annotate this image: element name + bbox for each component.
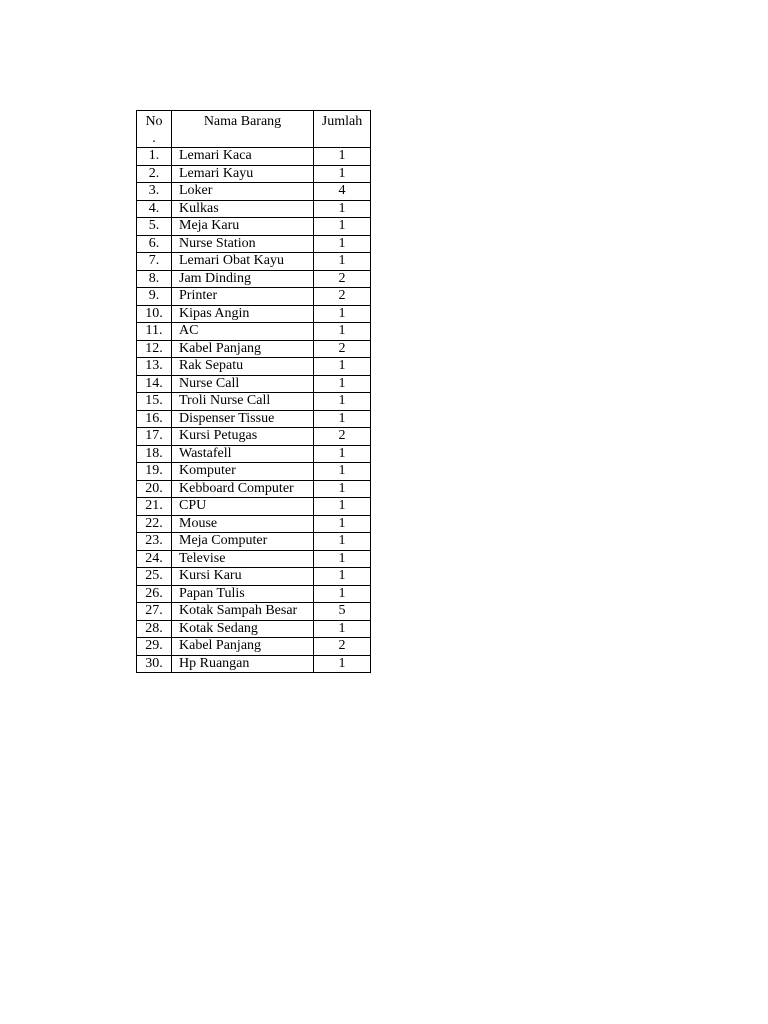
cell-no: 23. bbox=[137, 533, 172, 551]
cell-no: 6. bbox=[137, 235, 172, 253]
table-row bbox=[137, 148, 371, 166]
table-row bbox=[137, 358, 371, 376]
table-row bbox=[137, 410, 371, 428]
cell-qty: 2 bbox=[314, 428, 371, 446]
cell-qty: 4 bbox=[314, 183, 371, 201]
cell-name: Komputer bbox=[172, 463, 314, 481]
table-row bbox=[137, 638, 371, 656]
table-row bbox=[137, 253, 371, 271]
table-row bbox=[137, 183, 371, 201]
table-row bbox=[137, 655, 371, 673]
cell-no: 7. bbox=[137, 253, 172, 271]
table-row bbox=[137, 585, 371, 603]
cell-qty: 1 bbox=[314, 620, 371, 638]
cell-name: Kebboard Computer bbox=[172, 480, 314, 498]
cell-qty: 1 bbox=[314, 445, 371, 463]
cell-qty: 1 bbox=[314, 550, 371, 568]
cell-name: Nurse Call bbox=[172, 375, 314, 393]
table-row bbox=[137, 445, 371, 463]
cell-no: 30. bbox=[137, 655, 172, 673]
table-row bbox=[137, 235, 371, 253]
table-row bbox=[137, 305, 371, 323]
cell-name: Dispenser Tissue bbox=[172, 410, 314, 428]
table-row bbox=[137, 288, 371, 306]
inventory-table bbox=[136, 110, 371, 673]
cell-name: Lemari Kayu bbox=[172, 165, 314, 183]
table-row bbox=[137, 340, 371, 358]
cell-no: 16. bbox=[137, 410, 172, 428]
cell-name: Meja Karu bbox=[172, 218, 314, 236]
cell-no: 11. bbox=[137, 323, 172, 341]
cell-qty: 1 bbox=[314, 463, 371, 481]
cell-qty: 1 bbox=[314, 498, 371, 516]
cell-no: 14. bbox=[137, 375, 172, 393]
cell-no: 27. bbox=[137, 603, 172, 621]
cell-no: 15. bbox=[137, 393, 172, 411]
table-row bbox=[137, 428, 371, 446]
cell-name: CPU bbox=[172, 498, 314, 516]
cell-no: 1. bbox=[137, 148, 172, 166]
cell-qty: 2 bbox=[314, 270, 371, 288]
cell-no: 19. bbox=[137, 463, 172, 481]
cell-no: 4. bbox=[137, 200, 172, 218]
cell-name: Kursi Karu bbox=[172, 568, 314, 586]
cell-name: Papan Tulis bbox=[172, 585, 314, 603]
cell-qty: 1 bbox=[314, 515, 371, 533]
cell-qty: 1 bbox=[314, 375, 371, 393]
table-row bbox=[137, 620, 371, 638]
cell-qty: 1 bbox=[314, 235, 371, 253]
cell-no: 24. bbox=[137, 550, 172, 568]
cell-qty: 1 bbox=[314, 533, 371, 551]
cell-name: Mouse bbox=[172, 515, 314, 533]
cell-qty: 1 bbox=[314, 305, 371, 323]
cell-qty: 1 bbox=[314, 200, 371, 218]
cell-qty: 1 bbox=[314, 585, 371, 603]
cell-qty: 1 bbox=[314, 655, 371, 673]
cell-no: 25. bbox=[137, 568, 172, 586]
cell-qty: 1 bbox=[314, 323, 371, 341]
table-row bbox=[137, 568, 371, 586]
cell-no: 12. bbox=[137, 340, 172, 358]
cell-no: 10. bbox=[137, 305, 172, 323]
cell-name: Printer bbox=[172, 288, 314, 306]
header-no-label: No bbox=[145, 114, 163, 129]
cell-qty: 1 bbox=[314, 253, 371, 271]
cell-name: Kipas Angin bbox=[172, 305, 314, 323]
header-no-dot: . bbox=[152, 131, 156, 146]
table-body bbox=[137, 148, 371, 673]
header-row bbox=[137, 111, 371, 148]
header-name: Nama Barang bbox=[172, 111, 314, 148]
cell-name: Lemari Kaca bbox=[172, 148, 314, 166]
cell-no: 20. bbox=[137, 480, 172, 498]
cell-name: Loker bbox=[172, 183, 314, 201]
cell-no: 29. bbox=[137, 638, 172, 656]
table-row bbox=[137, 200, 371, 218]
table-row bbox=[137, 218, 371, 236]
header-no bbox=[137, 111, 172, 148]
cell-name: Jam Dinding bbox=[172, 270, 314, 288]
cell-name: Kotak Sedang bbox=[172, 620, 314, 638]
table-row bbox=[137, 323, 371, 341]
cell-no: 3. bbox=[137, 183, 172, 201]
cell-name: Rak Sepatu bbox=[172, 358, 314, 376]
table-row bbox=[137, 603, 371, 621]
table-row bbox=[137, 375, 371, 393]
cell-qty: 2 bbox=[314, 638, 371, 656]
cell-no: 26. bbox=[137, 585, 172, 603]
cell-name: Televise bbox=[172, 550, 314, 568]
cell-name: Hp Ruangan bbox=[172, 655, 314, 673]
cell-qty: 1 bbox=[314, 568, 371, 586]
header-qty: Jumlah bbox=[314, 111, 371, 148]
cell-qty: 1 bbox=[314, 410, 371, 428]
table-row bbox=[137, 270, 371, 288]
cell-qty: 1 bbox=[314, 218, 371, 236]
cell-no: 17. bbox=[137, 428, 172, 446]
cell-no: 28. bbox=[137, 620, 172, 638]
cell-name: Kursi Petugas bbox=[172, 428, 314, 446]
cell-name: Troli Nurse Call bbox=[172, 393, 314, 411]
cell-no: 5. bbox=[137, 218, 172, 236]
cell-no: 8. bbox=[137, 270, 172, 288]
table-row bbox=[137, 463, 371, 481]
table-row bbox=[137, 550, 371, 568]
cell-no: 9. bbox=[137, 288, 172, 306]
cell-name: Meja Computer bbox=[172, 533, 314, 551]
cell-qty: 1 bbox=[314, 165, 371, 183]
cell-name: Kulkas bbox=[172, 200, 314, 218]
table-row bbox=[137, 515, 371, 533]
cell-no: 22. bbox=[137, 515, 172, 533]
table-header bbox=[137, 111, 371, 148]
cell-name: Nurse Station bbox=[172, 235, 314, 253]
table-row bbox=[137, 480, 371, 498]
table-row bbox=[137, 533, 371, 551]
cell-name: Lemari Obat Kayu bbox=[172, 253, 314, 271]
cell-name: Kotak Sampah Besar bbox=[172, 603, 314, 621]
table-row bbox=[137, 393, 371, 411]
cell-no: 2. bbox=[137, 165, 172, 183]
cell-qty: 1 bbox=[314, 148, 371, 166]
cell-qty: 5 bbox=[314, 603, 371, 621]
table-row bbox=[137, 498, 371, 516]
cell-name: Wastafell bbox=[172, 445, 314, 463]
cell-name: Kabel Panjang bbox=[172, 340, 314, 358]
cell-qty: 1 bbox=[314, 480, 371, 498]
cell-qty: 1 bbox=[314, 358, 371, 376]
cell-name: Kabel Panjang bbox=[172, 638, 314, 656]
cell-no: 18. bbox=[137, 445, 172, 463]
table-row bbox=[137, 165, 371, 183]
cell-name: AC bbox=[172, 323, 314, 341]
cell-no: 13. bbox=[137, 358, 172, 376]
cell-qty: 2 bbox=[314, 288, 371, 306]
cell-qty: 2 bbox=[314, 340, 371, 358]
cell-no: 21. bbox=[137, 498, 172, 516]
cell-qty: 1 bbox=[314, 393, 371, 411]
